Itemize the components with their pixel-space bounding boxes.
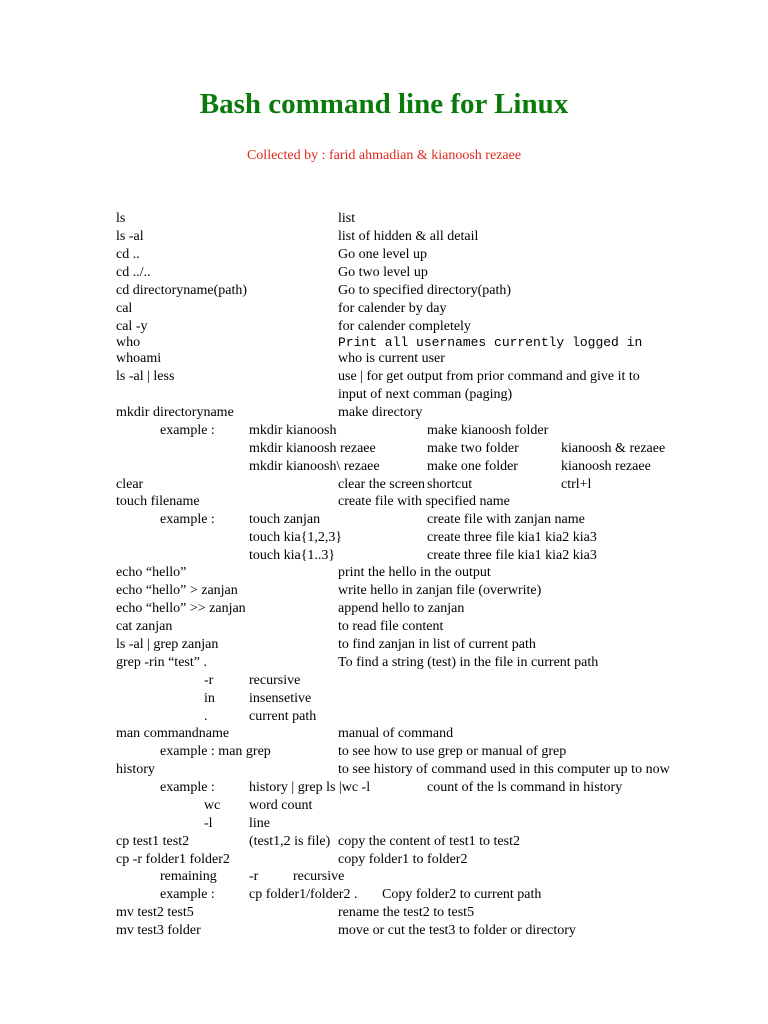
table-row (0, 743, 768, 761)
cell-description: Print all usernames currently logged in (338, 335, 643, 350)
cell-description: Go one level up (338, 247, 428, 262)
table-row (0, 386, 768, 404)
cell-command: ls -al (116, 229, 144, 244)
cell-description: clear the screen (338, 477, 426, 492)
table-row (0, 476, 768, 494)
table-row (0, 815, 768, 833)
table-row (0, 228, 768, 246)
cell-detail: -r (249, 869, 259, 884)
cell-detail: touch kia{1,2,3} (249, 530, 343, 545)
table-row (0, 440, 768, 458)
cell-command: whoami (116, 351, 162, 366)
cell-description: list (338, 211, 356, 226)
cell-note: create file with zanjan name (427, 512, 585, 527)
table-row (0, 725, 768, 743)
cell-description: To find a string (test) in the file in current path (338, 655, 599, 670)
cell-description: for calender completely (338, 319, 471, 334)
cell-note: make one folder (427, 459, 518, 474)
cell-command: touch filename (116, 494, 200, 509)
cell-example: remaining (160, 869, 217, 884)
table-row (0, 904, 768, 922)
cell-description: append hello to zanjan (338, 601, 465, 616)
cell-detail: mkdir kianoosh (249, 423, 337, 438)
cell-note: shortcut (427, 477, 473, 492)
cell-description: make directory (338, 405, 423, 420)
cell-command: ls (116, 211, 126, 226)
table-row (0, 458, 768, 476)
cell-command: history (116, 762, 155, 777)
cell-copy-description: Copy folder2 to current path (382, 887, 542, 902)
table-row (0, 868, 768, 886)
cell-example: example : man grep (160, 744, 271, 759)
cell-description: copy folder1 to folder2 (338, 852, 468, 867)
cell-command: echo “hello” > zanjan (116, 583, 238, 598)
cell-description: to read file content (338, 619, 444, 634)
cell-description: list of hidden & all detail (338, 229, 479, 244)
cell-description: use | for get output from prior command and give it to (338, 369, 640, 384)
table-row (0, 708, 768, 726)
cell-detail: (test1,2 is file) (249, 834, 331, 849)
table-row (0, 511, 768, 529)
cell-description: print the hello in the output (338, 565, 491, 580)
cell-extra: ctrl+l (561, 477, 592, 492)
cell-command: ls -al | grep zanjan (116, 637, 219, 652)
cell-command: cd ../.. (116, 265, 151, 280)
table-row (0, 493, 768, 511)
page-title: Bash command line for Linux (199, 88, 569, 120)
table-row (0, 922, 768, 940)
cell-command: cp -r folder1 folder2 (116, 852, 230, 867)
cell-remaining-recursive: recursive (293, 869, 345, 884)
table-row (0, 529, 768, 547)
cell-command: ls -al | less (116, 369, 175, 384)
cell-extra: kianoosh rezaee (561, 459, 651, 474)
cell-description: manual of command (338, 726, 454, 741)
cell-detail: history | grep ls |wc -l (249, 780, 371, 795)
cell-description: input of next comman (paging) (338, 387, 513, 402)
cell-description: Go to specified directory(path) (338, 283, 511, 298)
table-row (0, 779, 768, 797)
table-row (0, 282, 768, 300)
cell-detail: mkdir kianoosh\ rezaee (249, 459, 380, 474)
cell-command: cal (116, 301, 133, 316)
table-row (0, 564, 768, 582)
table-row (0, 636, 768, 654)
cell-description: copy the content of test1 to test2 (338, 834, 520, 849)
cell-description: move or cut the test3 to folder or directory (338, 923, 576, 938)
cell-command: mkdir directoryname (116, 405, 234, 420)
table-row (0, 246, 768, 264)
cell-description: who is current user (338, 351, 445, 366)
table-row (0, 690, 768, 708)
table-row (0, 654, 768, 672)
cell-command: cd directoryname(path) (116, 283, 247, 298)
table-row (0, 761, 768, 779)
cell-example: in (204, 691, 215, 706)
cell-example: example : (160, 423, 215, 438)
table-row (0, 264, 768, 282)
cell-note: count of the ls command in history (427, 780, 623, 795)
table-row (0, 547, 768, 565)
cell-example: example : (160, 887, 215, 902)
table-row (0, 210, 768, 228)
cell-extra: kianoosh & rezaee (561, 441, 666, 456)
cell-command: cd .. (116, 247, 140, 262)
cell-command: grep -rin “test” . (116, 655, 207, 670)
table-row (0, 851, 768, 869)
cell-detail: mkdir kianoosh rezaee (249, 441, 376, 456)
table-row (0, 582, 768, 600)
cell-command: mv test2 test5 (116, 905, 194, 920)
cell-command: clear (116, 477, 144, 492)
cell-example: -l (204, 816, 213, 831)
cell-example: example : (160, 780, 215, 795)
cell-command: echo “hello” >> zanjan (116, 601, 246, 616)
cell-example: example : (160, 512, 215, 527)
cell-command: cat zanjan (116, 619, 173, 634)
cell-detail: current path (249, 709, 317, 724)
table-row (0, 422, 768, 440)
cell-description: rename the test2 to test5 (338, 905, 475, 920)
table-row (0, 672, 768, 690)
table-row (0, 600, 768, 618)
cell-note: create three file kia1 kia2 kia3 (427, 530, 597, 545)
cell-detail: cp folder1/folder2 . (249, 887, 358, 902)
cell-command: cp test1 test2 (116, 834, 190, 849)
table-row (0, 404, 768, 422)
cell-description: write hello in zanjan file (overwrite) (338, 583, 542, 598)
cell-description: for calender by day (338, 301, 447, 316)
cell-note: make kianoosh folder (427, 423, 549, 438)
cell-detail: recursive (249, 673, 301, 688)
cell-command: mv test3 folder (116, 923, 201, 938)
table-row (0, 886, 768, 904)
cell-note: make two folder (427, 441, 519, 456)
table-row (0, 618, 768, 636)
table-row (0, 368, 768, 386)
cell-description: Go two level up (338, 265, 428, 280)
cell-example: wc (204, 798, 221, 813)
cell-detail: insensetive (249, 691, 312, 706)
cell-example: -r (204, 673, 214, 688)
cell-command: cal -y (116, 319, 148, 334)
table-row (0, 833, 768, 851)
table-row (0, 797, 768, 815)
cell-detail: touch kia{1..3} (249, 548, 336, 563)
cell-detail: word count (249, 798, 313, 813)
cell-description: to find zanjan in list of current path (338, 637, 536, 652)
table-row (0, 350, 768, 368)
cell-description: to see how to use grep or manual of grep (338, 744, 567, 759)
table-row (0, 300, 768, 318)
cell-command: man commandname (116, 726, 230, 741)
cell-detail: touch zanjan (249, 512, 321, 527)
cell-note: create three file kia1 kia2 kia3 (427, 548, 597, 563)
cell-description: create file with specified name (338, 494, 510, 509)
cell-description: to see history of command used in this computer up to now (338, 762, 670, 777)
cell-detail: line (249, 816, 270, 831)
page-subtitle: Collected by : farid ahmadian & kianoosh rezaee (246, 148, 522, 163)
cell-example: . (204, 709, 208, 724)
cell-command: echo “hello” (116, 565, 187, 580)
cell-command: who (116, 335, 141, 350)
